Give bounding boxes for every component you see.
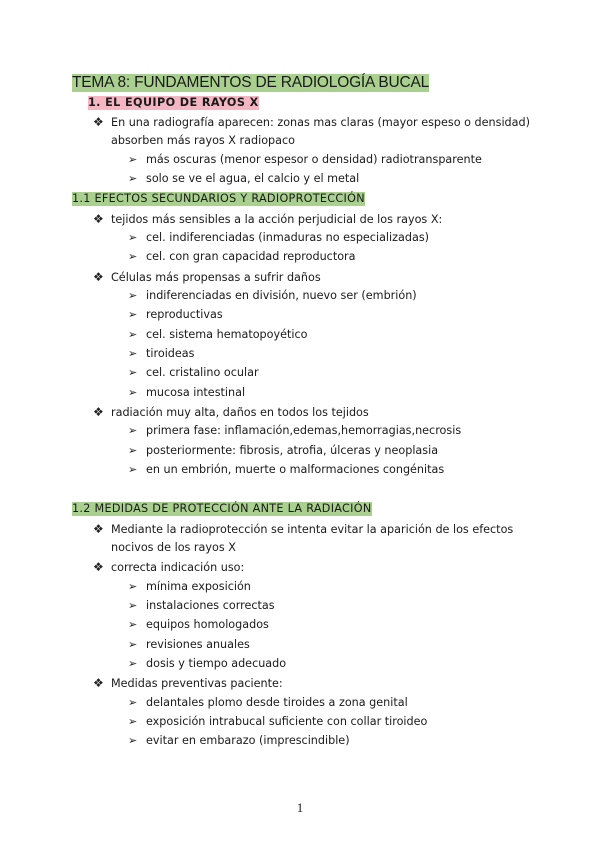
list-subitem-text: delantales plomo desde tiroides a zona genital bbox=[146, 696, 408, 709]
list-item-text: tejidos más sensibles a la acción perjudicial de los rayos X: bbox=[111, 213, 443, 226]
list-subitem-text: cel. cristalino ocular bbox=[146, 366, 259, 379]
list-item bbox=[93, 270, 321, 285]
list-subitem bbox=[128, 231, 429, 245]
list-subitem-text: más oscuras (menor espesor o densidad) radiotransparente bbox=[146, 153, 482, 166]
diamond-bullet-icon: ❖ bbox=[93, 405, 104, 419]
list-subitem bbox=[128, 250, 356, 264]
list-subitem bbox=[128, 618, 269, 632]
list-item bbox=[93, 405, 369, 420]
list-item bbox=[93, 560, 244, 575]
page-number: 1 bbox=[296, 800, 304, 815]
list-subitem bbox=[128, 289, 417, 303]
arrow-bullet-icon: ➢ bbox=[128, 308, 138, 321]
list-subitem-text: revisiones anuales bbox=[146, 638, 250, 651]
list-subitem-text: tiroideas bbox=[146, 347, 195, 360]
list-subitem bbox=[128, 715, 427, 729]
list-item-text: En una radiografía aparecen: zonas mas claras (mayor espeso o densidad) bbox=[111, 116, 530, 129]
list-item bbox=[93, 676, 283, 691]
list-item-text: Mediante la radioprotección se intenta evitar la aparición de los efectos bbox=[111, 523, 514, 536]
arrow-bullet-icon: ➢ bbox=[128, 444, 138, 457]
list-item-continuation: absorben más rayos X radiopaco bbox=[111, 134, 295, 147]
list-subitem-text: indiferenciadas en división, nuevo ser (embrión) bbox=[146, 289, 417, 302]
section-heading-medidas: 1.2 MEDIDAS DE PROTECCIÓN ANTE LA RADIACIÓN bbox=[72, 502, 372, 515]
list-subitem bbox=[128, 347, 194, 361]
list-subitem-text: instalaciones correctas bbox=[146, 599, 275, 612]
list-subitem bbox=[128, 696, 408, 710]
diamond-bullet-icon: ❖ bbox=[93, 522, 104, 536]
diamond-bullet-icon: ❖ bbox=[93, 212, 104, 226]
list-subitem-text: en un embrión, muerte o malformaciones congénitas bbox=[146, 463, 445, 476]
list-subitem bbox=[128, 580, 251, 594]
arrow-bullet-icon: ➢ bbox=[128, 463, 138, 476]
arrow-bullet-icon: ➢ bbox=[128, 734, 138, 747]
list-subitem-text: primera fase: inflamación,edemas,hemorragias,necrosis bbox=[146, 424, 462, 437]
section-heading-equipo: 1. EL EQUIPO DE RAYOS X bbox=[88, 96, 259, 109]
list-item-text: radiación muy alta, daños en todos los tejidos bbox=[111, 406, 369, 419]
list-subitem bbox=[128, 463, 444, 477]
list-subitem bbox=[128, 444, 438, 458]
arrow-bullet-icon: ➢ bbox=[128, 580, 138, 593]
list-subitem-text: cel. indiferenciadas (inmaduras no especializadas) bbox=[146, 231, 430, 244]
list-subitem bbox=[128, 328, 308, 342]
section-heading-efectos: 1.1 EFECTOS SECUNDARIOS Y RADIOPROTECCIÓN bbox=[72, 192, 365, 205]
arrow-bullet-icon: ➢ bbox=[128, 366, 138, 379]
list-subitem-text: mínima exposición bbox=[146, 580, 251, 593]
diamond-bullet-icon: ❖ bbox=[93, 676, 104, 690]
list-subitem bbox=[128, 172, 359, 186]
arrow-bullet-icon: ➢ bbox=[128, 347, 138, 360]
list-subitem bbox=[128, 657, 286, 671]
list-subitem bbox=[128, 153, 482, 167]
list-subitem bbox=[128, 386, 245, 400]
arrow-bullet-icon: ➢ bbox=[128, 715, 138, 728]
diamond-bullet-icon: ❖ bbox=[93, 115, 104, 129]
arrow-bullet-icon: ➢ bbox=[128, 231, 138, 244]
arrow-bullet-icon: ➢ bbox=[128, 424, 138, 437]
arrow-bullet-icon: ➢ bbox=[128, 657, 138, 670]
list-item-text: Células más propensas a sufrir daños bbox=[111, 271, 321, 284]
list-subitem-text: equipos homologados bbox=[146, 618, 269, 631]
arrow-bullet-icon: ➢ bbox=[128, 599, 138, 612]
list-item-continuation: nocivos de los rayos X bbox=[111, 541, 236, 554]
list-item bbox=[93, 115, 530, 130]
arrow-bullet-icon: ➢ bbox=[128, 638, 138, 651]
arrow-bullet-icon: ➢ bbox=[128, 328, 138, 341]
list-subitem bbox=[128, 599, 275, 613]
list-subitem bbox=[128, 366, 259, 380]
list-subitem-text: exposición intrabucal suficiente con collar tiroideo bbox=[146, 715, 428, 728]
arrow-bullet-icon: ➢ bbox=[128, 172, 138, 185]
list-subitem-text: evitar en embarazo (imprescindible) bbox=[146, 734, 350, 747]
list-subitem-text: mucosa intestinal bbox=[146, 386, 246, 399]
list-subitem-text: dosis y tiempo adecuado bbox=[146, 657, 287, 670]
diamond-bullet-icon: ❖ bbox=[93, 560, 104, 574]
arrow-bullet-icon: ➢ bbox=[128, 250, 138, 263]
arrow-bullet-icon: ➢ bbox=[128, 618, 138, 631]
list-subitem-text: cel. con gran capacidad reproductora bbox=[146, 250, 356, 263]
list-item bbox=[93, 212, 442, 227]
arrow-bullet-icon: ➢ bbox=[128, 696, 138, 709]
list-subitem bbox=[128, 638, 250, 652]
arrow-bullet-icon: ➢ bbox=[128, 153, 138, 166]
list-subitem bbox=[128, 308, 223, 322]
list-subitem-text: solo se ve el agua, el calcio y el metal bbox=[146, 172, 360, 185]
list-subitem-text: posteriormente: fibrosis, atrofia, úlceras y neoplasia bbox=[146, 444, 439, 457]
arrow-bullet-icon: ➢ bbox=[128, 386, 138, 399]
arrow-bullet-icon: ➢ bbox=[128, 289, 138, 302]
list-item bbox=[93, 522, 513, 537]
page-title: TEMA 8: FUNDAMENTOS DE RADIOLOGÍA BUCAL bbox=[72, 74, 430, 91]
list-subitem bbox=[128, 734, 350, 748]
list-subitem-text: reproductivas bbox=[146, 308, 223, 321]
list-subitem bbox=[128, 424, 461, 438]
list-item-text: correcta indicación uso: bbox=[111, 561, 245, 574]
list-item-text: Medidas preventivas paciente: bbox=[111, 677, 283, 690]
list-subitem-text: cel. sistema hematopoyético bbox=[146, 328, 308, 341]
diamond-bullet-icon: ❖ bbox=[93, 270, 104, 284]
